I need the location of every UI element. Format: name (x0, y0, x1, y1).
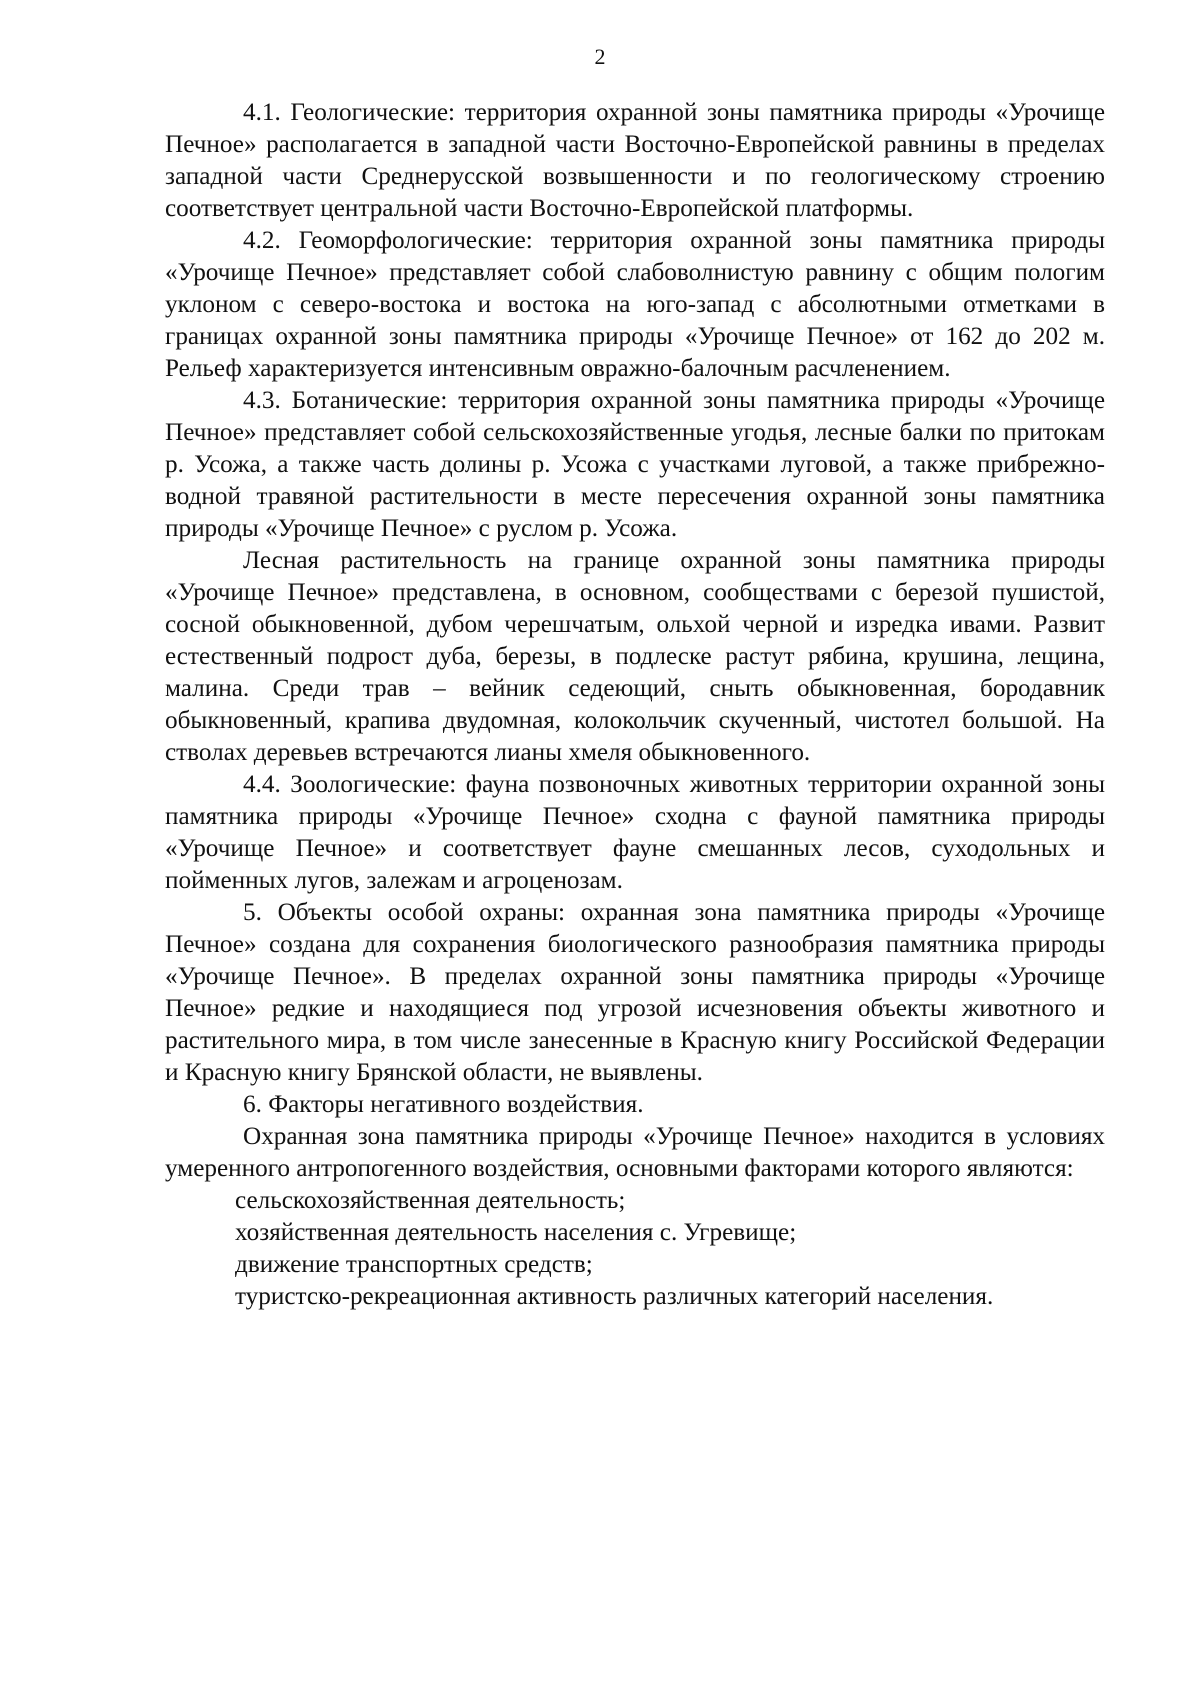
list-item-tourism: туристско-рекреационная активность различных категорий населения. (235, 1283, 994, 1310)
list-item-household-activity: хозяйственная деятельность населения с. Угревище; (235, 1219, 797, 1246)
page-number: 2 (594, 44, 606, 69)
paragraph-geomorphological: 4.2. Геоморфологические: территория охранной зоны памятника природы «Урочище Печное» представляет собой слабоволнистую равнину с общим пологим уклоном с северо-востока и востока на юго-запад с абсолютными отметками в границах охранной зоны памятника природы «Урочище Печное» от 162 до 202 м. Рельеф характеризуется интенсивным овражно-балочным расчленением. (165, 227, 1105, 382)
paragraph-geological: 4.1. Геологические: территория охранной зоны памятника природы «Урочище Печное» располагается в западной части Восточно-Европейской равнины в пределах западной части Среднерусской возвышенности и по геологическому строению соответствует центральной части Восточно-Европейской платформы. (165, 99, 1105, 222)
list-item-vehicle-traffic: движение транспортных средств; (235, 1251, 593, 1278)
paragraph-forest-vegetation: Лесная растительность на границе охранной зоны памятника природы «Урочище Печное» представлена, в основном, сообществами с березой пушистой, сосной обыкновенной, дубом черешчатым, ольхой черной и изредка ивами. Развит естественный подрост дуба, березы, в подлеске растут рябина, крушина, лещина, малина. Среди трав – вейник седеющий, сныть обыкновенная, бородавник обыкновенный, крапива двудомная, колокольчик скученный, чистотел большой. На стволах деревьев встречаются лианы хмеля обыкновенного. (165, 547, 1105, 766)
paragraph-anthropogenic-impact: Охранная зона памятника природы «Урочище Печное» находится в условиях умеренного антропогенного воздействия, основными факторами которого являются: (165, 1123, 1105, 1182)
paragraph-botanical: 4.3. Ботанические: территория охранной зоны памятника природы «Урочище Печное» представляет собой сельскохозяйственные угодья, лесные балки по притокам р. Усожа, а также часть долины р. Усожа с участками луговой, а также прибрежно-водной травяной растительности в месте пересечения охранной зоны памятника природы «Урочище Печное» с руслом р. Усожа. (165, 387, 1105, 542)
document-body (165, 97, 1105, 1313)
section-heading-negative-factors: 6. Факторы негативного воздействия. (243, 1091, 644, 1118)
list-item-agriculture: сельскохозяйственная деятельность; (235, 1187, 626, 1214)
paragraph-protected-objects: 5. Объекты особой охраны: охранная зона памятника природы «Урочище Печное» создана для сохранения биологического разнообразия памятника природы «Урочище Печное». В пределах охранной зоны памятника природы «Урочище Печное» редкие и находящиеся под угрозой исчезновения объекты животного и растительного мира, в том числе занесенные в Красную книгу Российской Федерации и Красную книгу Брянской области, не выявлены. (165, 899, 1105, 1086)
paragraph-zoological: 4.4. Зоологические: фауна позвоночных животных территории охранной зоны памятника природы «Урочище Печное» сходна с фауной памятника природы «Урочище Печное» и соответствует фауне смешанных лесов, суходольных и пойменных лугов, залежам и агроценозам. (165, 771, 1105, 894)
